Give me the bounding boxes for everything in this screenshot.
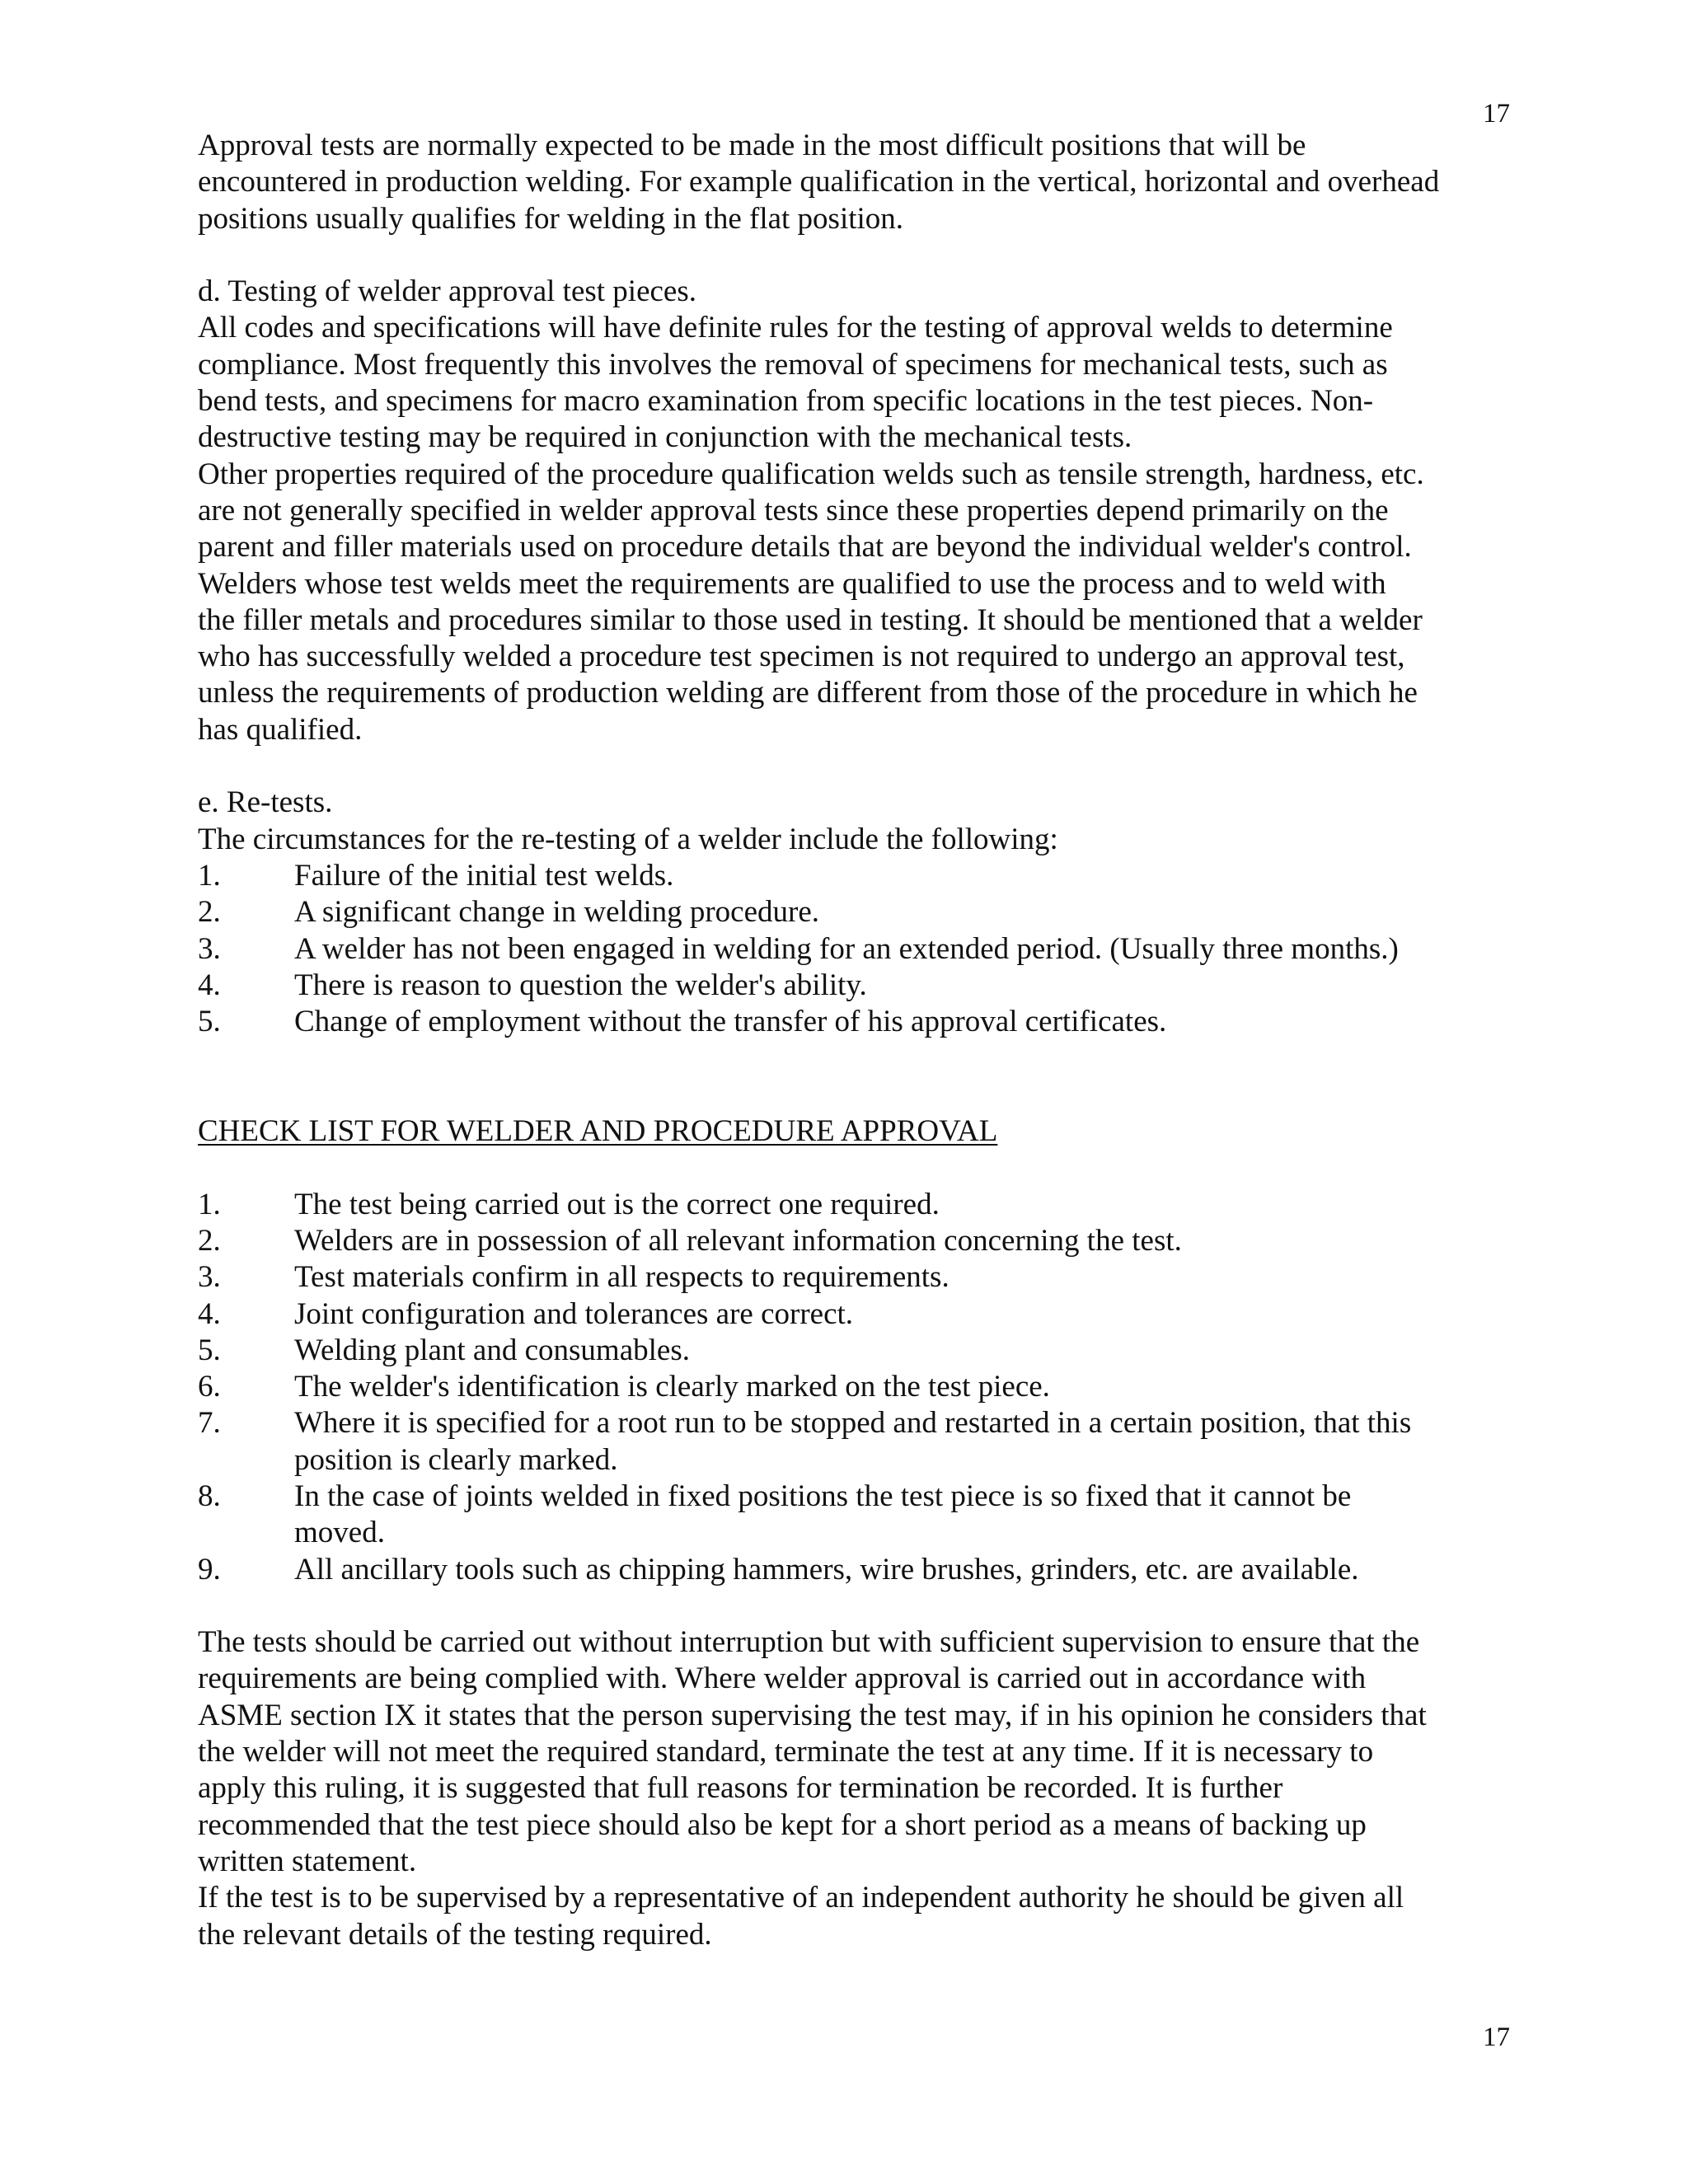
section-d-heading: d. Testing of welder approval test pieces. [198, 274, 696, 309]
list-text: There is reason to question the welder's ability. [294, 968, 867, 1002]
paragraph-other-properties: Other properties required of the procedure qualification welds such as tensile strength, hardness, etc. are not generally specified in welder approval tests since these properties depend primarily on the parent and filler materials used on procedure details that are beyond the individual welder's control. Welders whose test welds meet the requirements are qualified to use the process and to weld with the filler metals and procedures similar to those used in testing. It should be mentioned that a welder who has successfully welded a procedure test specimen is not required to undergo an approval test, unless the requirements of production welding are different from those of the procedure in which he has qualified. [198, 457, 1424, 747]
list-item [198, 1004, 1533, 1040]
page-number-bottom: 17 [1483, 2022, 1510, 2052]
list-item [198, 858, 1533, 894]
list-item [198, 894, 1533, 930]
retest-intro: The circumstances for the re-testing of a welder include the following: [198, 822, 1058, 856]
list-item [198, 1259, 1533, 1296]
document-body [198, 128, 1533, 1953]
paragraph-supervision: The tests should be carried out without interruption but with sufficient supervision to ensure that the requirements are being complied with. Where welder approval is carried out in accordance with ASME section IX it states that the person supervising the test may, if in his opinion he considers that the welder will not meet the required standard, terminate the test at any time. If it is necessary to apply this ruling, it is suggested that full reasons for termination be recorded. It is further recommended that the test piece should also be kept for a short period as a means of backing up written statement. [198, 1625, 1427, 1878]
list-text: A significant change in welding procedure. [294, 895, 820, 930]
list-number: 9. [198, 1552, 221, 1586]
list-text: Test materials confirm in all respects to requirements. [294, 1260, 950, 1295]
checklist [198, 1187, 1533, 1588]
list-number: 7. [198, 1406, 221, 1441]
list-text: Where it is specified for a root run to be stopped and restarted in a certain position, that this position is clearly marked. [294, 1406, 1412, 1477]
list-text: Welders are in possession of all relevant information concerning the test. [294, 1223, 1182, 1258]
list-text: The welder's identification is clearly marked on the test piece. [294, 1370, 1050, 1404]
paragraph-approval-positions: Approval tests are normally expected to be made in the most difficult positions that will be encountered in production welding. For example qualification in the vertical, horizontal and overhead positions usually qualifies for welding in the flat position. [198, 129, 1440, 236]
list-text: The test being carried out is the correct one required. [294, 1187, 940, 1221]
list-item [198, 968, 1533, 1004]
list-number: 8. [198, 1479, 221, 1513]
list-item [198, 1405, 1533, 1479]
section-e-heading: e. Re-tests. [198, 785, 333, 820]
list-text: Change of employment without the transfer of his approval certificates. [294, 1005, 1167, 1039]
list-number: 4. [198, 1296, 221, 1331]
list-number: 3. [198, 931, 221, 966]
list-text: A welder has not been engaged in welding for an extended period. (Usually three months.) [294, 931, 1399, 966]
list-number: 2. [198, 895, 221, 930]
list-number: 3. [198, 1260, 221, 1295]
list-text: All ancillary tools such as chipping hammers, wire brushes, grinders, etc. are available. [294, 1552, 1359, 1586]
page-number-top: 17 [1483, 99, 1510, 129]
list-item [198, 1223, 1533, 1259]
list-item [198, 1369, 1533, 1405]
paragraph-independent-authority: If the test is to be supervised by a representative of an independent authority he should be given all the relevant details of the testing required. [198, 1881, 1404, 1952]
list-text: Joint configuration and tolerances are correct. [294, 1296, 854, 1331]
list-number: 1. [198, 1187, 221, 1221]
list-text: In the case of joints welded in fixed positions the test piece is so fixed that it cannot be moved. [294, 1479, 1352, 1550]
list-item [198, 931, 1533, 968]
list-number: 5. [198, 1333, 221, 1367]
list-item [198, 1296, 1533, 1333]
list-text: Welding plant and consumables. [294, 1333, 690, 1367]
list-number: 5. [198, 1005, 221, 1039]
retest-list [198, 858, 1533, 1040]
list-item [198, 1333, 1533, 1369]
paragraph-testing-rules: All codes and specifications will have definite rules for the testing of approval welds to determine compliance. Most frequently this involves the removal of specimens for mechanical tests, such as bend tests, and specimens for macro examination from specific locations in the test pieces. Non- destructive testing may be required in conjunction with the mechanical tests. [198, 311, 1393, 455]
list-item [198, 1187, 1533, 1223]
list-item [198, 1552, 1533, 1588]
list-item [198, 1479, 1533, 1552]
checklist-heading: CHECK LIST FOR WELDER AND PROCEDURE APPROVAL [198, 1114, 998, 1149]
list-number: 6. [198, 1370, 221, 1404]
list-number: 2. [198, 1223, 221, 1258]
list-number: 1. [198, 858, 221, 893]
list-number: 4. [198, 968, 221, 1002]
list-text: Failure of the initial test welds. [294, 858, 674, 893]
